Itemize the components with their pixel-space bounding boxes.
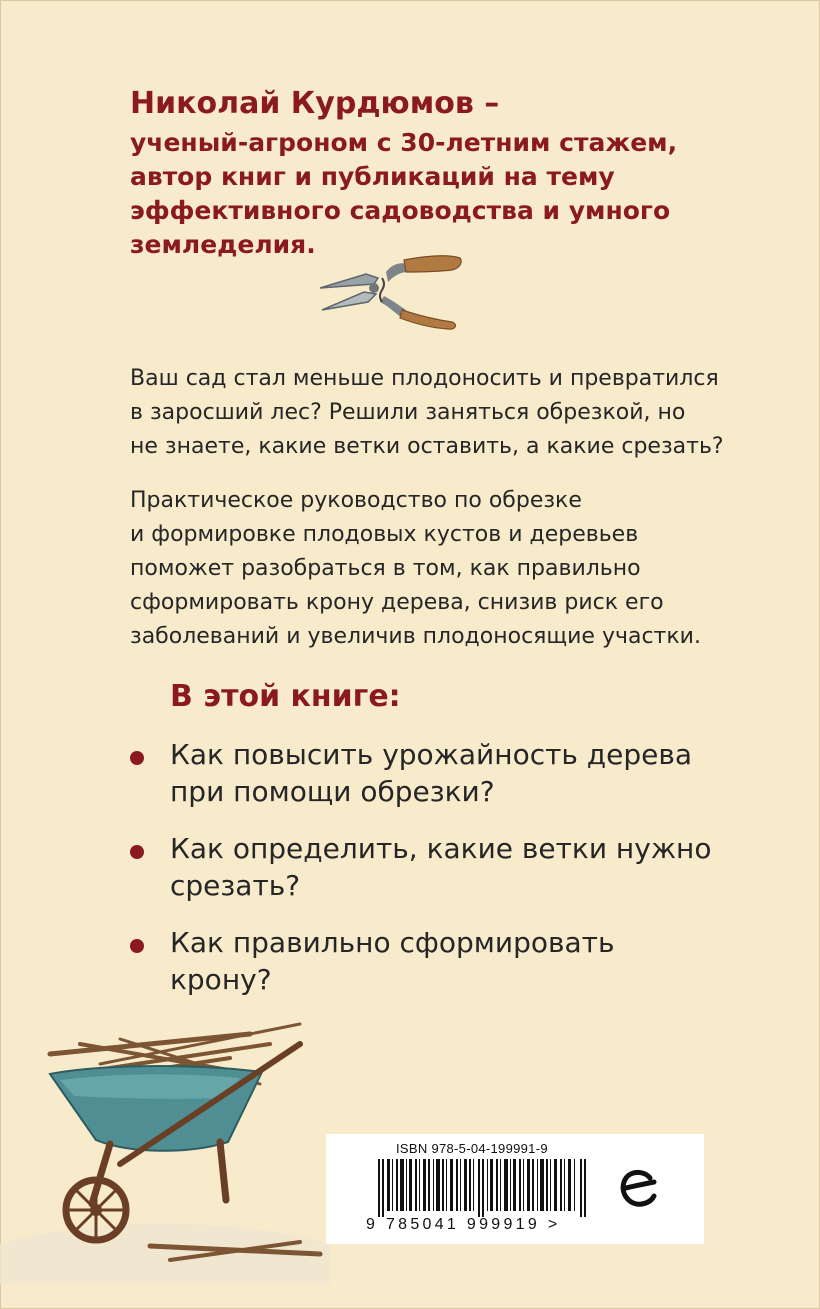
bullet-dot-icon <box>130 845 144 859</box>
publisher-logo-icon <box>616 1164 660 1214</box>
bullet-dot-icon <box>130 939 144 953</box>
list-item <box>126 736 786 810</box>
paragraph-line: в заросший лес? Решили заняться обрезкой, но <box>130 400 686 425</box>
bullet-line: при помощи обрезки? <box>170 775 495 808</box>
author-bio-line: ученый-агроном с 30-летним стажем, <box>130 128 678 157</box>
section-title: В этой книге: <box>170 679 401 714</box>
barcode-image <box>378 1159 588 1217</box>
bullet-line: Как повысить урожайность дерева <box>170 738 693 771</box>
bullet-line: срезать? <box>170 869 301 902</box>
author-bio <box>130 86 690 262</box>
paragraph-line: не знаете, какие ветки оставить, а какие срезать? <box>130 434 724 459</box>
isbn-label: ISBN 978-5-04-199991-9 <box>396 1141 548 1156</box>
bullet-line: крону? <box>170 963 272 996</box>
list-item <box>126 830 786 904</box>
paragraph-line: Ваш сад стал меньше плодоносить и превратился <box>130 366 719 391</box>
author-name: Николай Курдюмов – <box>130 86 500 121</box>
paragraph-line: сформировать крону дерева, снизив риск его <box>130 590 664 615</box>
author-bio-line: эффективного садоводства и умного <box>130 196 671 225</box>
paragraph-line: поможет разобраться в том, как правильно <box>130 556 641 581</box>
list-item <box>126 924 786 998</box>
bullet-line: Как определить, какие ветки нужно <box>170 832 712 865</box>
bullet-dot-icon <box>130 751 144 765</box>
paragraph-line: Практическое руководство по обрезке <box>130 488 582 513</box>
author-bio-line: земледелия. <box>130 230 316 259</box>
wheelbarrow-illustration <box>0 1014 330 1284</box>
paragraph-line: и формировке плодовых кустов и деревьев <box>130 522 639 547</box>
barcode-digits: 9 785041 999919 > <box>366 1216 561 1233</box>
bullet-line: Как правильно сформировать <box>170 926 615 959</box>
pruning-shears-icon <box>316 248 466 330</box>
intro-paragraph <box>130 362 770 464</box>
isbn-barcode-block <box>326 1134 704 1244</box>
description-paragraph <box>130 484 770 654</box>
paragraph-line: заболеваний и увеличив плодоносящие участки. <box>130 624 701 649</box>
bullet-list <box>126 736 786 1018</box>
author-bio-line: автор книг и публикаций на тему <box>130 162 615 191</box>
